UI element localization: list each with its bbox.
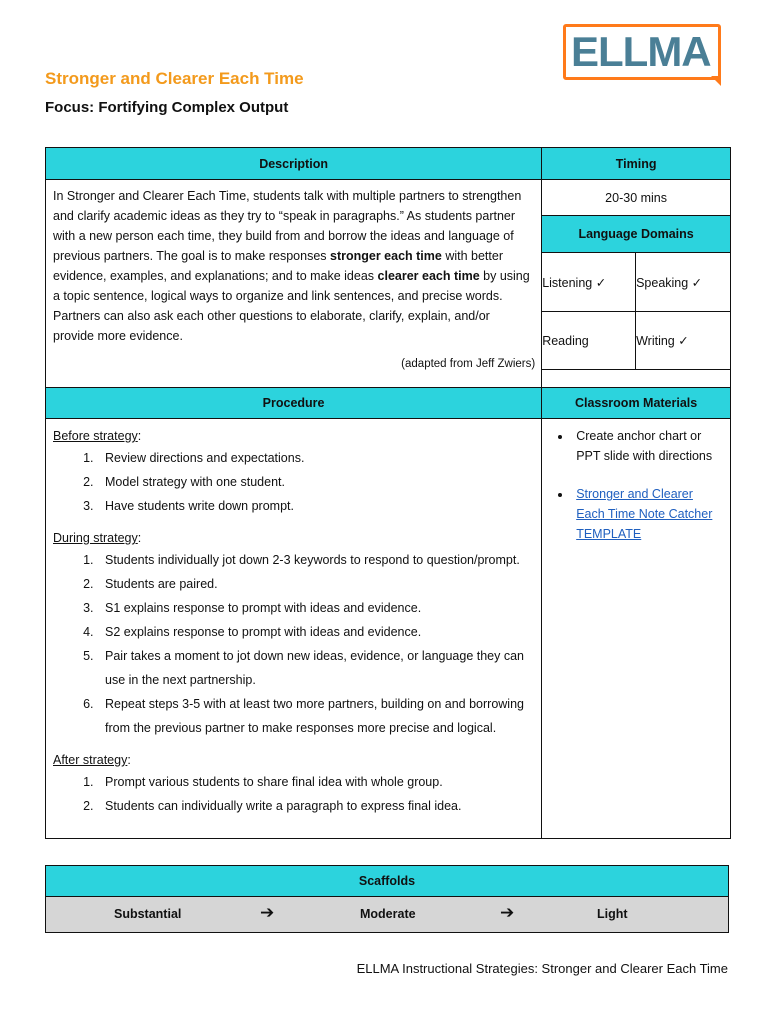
page-footer: ELLMA Instructional Strategies: Stronger and Clearer Each Time <box>356 961 728 976</box>
after-strategy-label: After strategy <box>53 753 128 767</box>
language-domains-header-label: Language Domains <box>578 227 694 241</box>
description-cell <box>46 180 542 388</box>
description-bold-2: clearer each time <box>377 269 480 283</box>
domain-speaking-label: Speaking ✓ <box>636 275 703 290</box>
description-header <box>46 148 542 180</box>
description-text <box>46 180 541 346</box>
procedure-header-label: Procedure <box>262 396 325 410</box>
domain-listening-label: Listening ✓ <box>542 275 607 290</box>
domain-speaking <box>636 253 731 312</box>
domain-writing-label: Writing ✓ <box>636 334 689 348</box>
description-part-1: In Stronger and Clearer Each Time, students talk with multiple partners to strengthen and clarify academic ideas as they try to “speak in paragraphs.” As students partner with a new person each time, they build from and borrow the ideas and language of previous partners. The goal is to make responses <box>53 189 522 263</box>
description-part-2: with better evidence, examples, and explanations; and to make ideas <box>53 249 503 283</box>
language-domains-header <box>542 216 731 253</box>
list-item: 3. S1 explains response to prompt with ideas and evidence. <box>97 596 534 620</box>
materials-cell <box>542 419 731 839</box>
scaffold-light: Light <box>597 907 628 921</box>
logo-speech-tail <box>711 76 721 86</box>
during-strategy-list <box>53 548 534 740</box>
list-item: 3. Have students write down prompt. <box>97 494 534 518</box>
list-item: 1. Prompt various students to share final idea with whole group. <box>97 770 534 794</box>
note-catcher-template-link[interactable]: Stronger and Clearer Each Time Note Catcher TEMPLATE <box>576 487 713 541</box>
domain-spacer <box>542 370 731 388</box>
list-item: 2. Model strategy with one student. <box>97 470 534 494</box>
procedure-cell: Before strategy: 1. Review directions and expectations. 2. Model strategy with one student. 3. Have students write down prompt. During strategy: 1. Students individually jot down 2-3 keywords to respond to question/prompt. 2. Students are paired. 3. S1 explains response to prompt with ideas and evidence. 4. S2 explains response to prompt with ideas and evidence. 5. Pair takes a moment to jot down new ideas, evidence, or language they can use in the next partnership. 6. Repeat steps 3-5 with at least two more partners, building on and borrowing from the previous partner to make responses more precise and logical. After strategy: 1. Prompt various students to share final idea with whole group. 2. Students can individually write a paragraph to express final idea. <box>46 419 542 839</box>
scaffold-moderate: Moderate <box>360 907 416 921</box>
list-item: 2. Students can individually write a paragraph to express final idea. <box>97 794 534 818</box>
arrow-right-icon: ➔ <box>500 903 515 922</box>
domain-listening <box>542 253 636 312</box>
logo-text: ELLMA <box>571 28 711 75</box>
domain-reading-label: Reading <box>542 333 589 348</box>
scaffolds-header-label: Scaffolds <box>358 874 416 888</box>
materials-item-anchor-chart: • Create anchor chart or PPT slide with directions <box>572 426 724 466</box>
arrow-right-icon: ➔ <box>260 903 275 922</box>
list-item: 2. Students are paired. <box>97 572 534 596</box>
before-strategy-list <box>53 446 534 518</box>
list-item: 6. Repeat steps 3-5 with at least two more partners, building on and borrowing from the previous partner to make responses more precise and logical. <box>97 692 534 740</box>
timing-value: 20-30 mins <box>605 190 668 205</box>
scaffolds-table <box>45 865 729 933</box>
after-strategy-list <box>53 770 534 818</box>
list-item: 1. Students individually jot down 2-3 keywords to respond to question/prompt. <box>97 548 534 572</box>
page-subtitle: Focus: Fortifying Complex Output <box>45 99 289 116</box>
scaffolds-levels-row <box>46 897 728 932</box>
ellma-logo <box>563 24 721 80</box>
description-part-3: by using a topic sentence, logical ways to organize and link sentences, and precise words. Partners can also ask each other questions to elaborate, clarify, explain, and/or provide more evidence. <box>53 269 530 343</box>
timing-header <box>542 148 731 180</box>
materials-item-note-catcher <box>572 484 724 544</box>
description-bold-1: stronger each time <box>330 249 442 263</box>
list-item: 4. S2 explains response to prompt with ideas and evidence. <box>97 620 534 644</box>
procedure-header <box>46 388 542 419</box>
materials-header <box>542 388 731 419</box>
materials-header-label: Classroom Materials <box>574 396 698 410</box>
domain-reading <box>542 312 636 370</box>
timing-header-label: Timing <box>615 156 657 171</box>
domain-writing <box>636 312 731 370</box>
scaffold-substantial: Substantial <box>114 907 182 921</box>
description-credit: (adapted from Jeff Zwiers) <box>401 358 536 370</box>
list-item: 5. Pair takes a moment to jot down new ideas, evidence, or language they can use in the next partnership. <box>97 644 534 692</box>
materials-list <box>542 426 724 544</box>
list-item: 1. Review directions and expectations. <box>97 446 534 470</box>
page-title: Stronger and Clearer Each Time <box>45 69 304 88</box>
timing-value-cell <box>542 180 731 216</box>
strategy-table <box>45 147 731 839</box>
before-strategy-label: Before strategy <box>53 429 138 443</box>
description-header-label: Description <box>259 156 328 171</box>
during-strategy-label: During strategy <box>53 531 138 545</box>
scaffolds-header <box>46 866 729 897</box>
scaffolds-levels-cell <box>46 897 729 933</box>
